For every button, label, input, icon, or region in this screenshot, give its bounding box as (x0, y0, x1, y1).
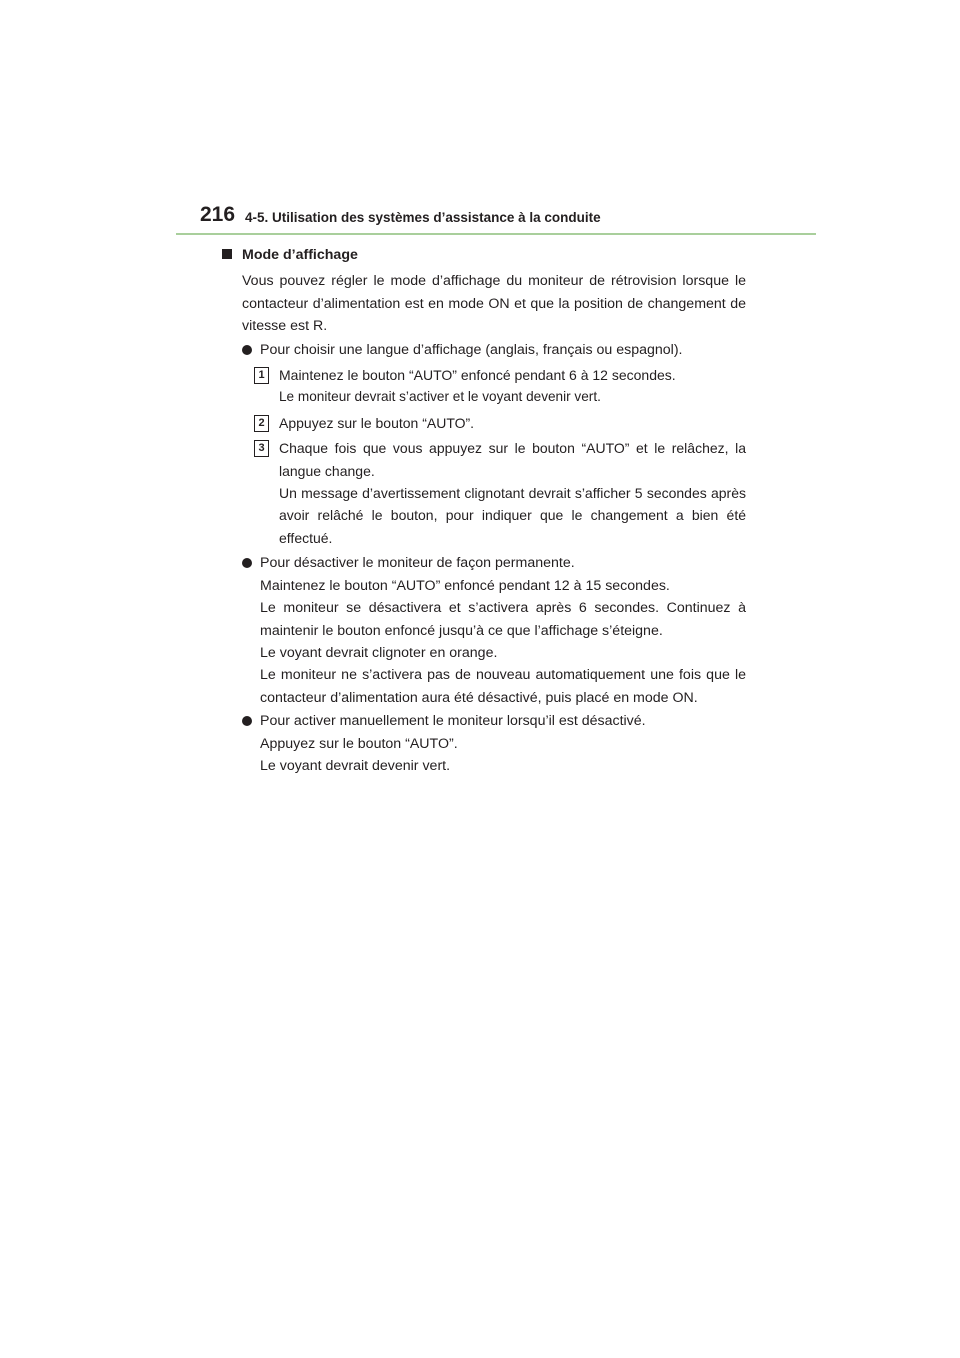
round-bullet-icon (242, 558, 252, 568)
step-item (242, 437, 746, 549)
bullet-line: Maintenez le bouton “AUTO” enfoncé pendant 12 à 15 secondes. (260, 577, 670, 594)
step-number-badge: 1 (254, 367, 269, 384)
page-number: 216 (200, 203, 236, 226)
bullet-line: Le voyant devrait devenir vert. (260, 757, 451, 774)
step-subtext: Un message d’avertissement clignotant devrait s’afficher 5 secondes après avoir relâché le bouton, pour indiquer que le changement a bien été effectué. (279, 485, 746, 546)
bullet-text: Pour choisir une langue d’affichage (anglais, français ou espagnol). (260, 341, 683, 358)
step-subtext: Le moniteur devrait s’activer et le voyant devenir vert. (279, 389, 601, 405)
steps-list (242, 364, 746, 549)
header-rule (176, 233, 816, 235)
intro-paragraph: Vous pouvez régler le mode d’affichage du moniteur de rétrovision lorsque le contacteur d’alimentation est en mode ON et que la position de changement de vitesse est R. (242, 273, 746, 335)
round-bullet-icon (242, 345, 252, 355)
step-number-badge: 2 (254, 415, 269, 432)
content (242, 244, 746, 778)
bullet-line: Appuyez sur le bouton “AUTO”. (260, 735, 458, 752)
bullet-activate (242, 710, 746, 777)
bullet-line: Pour activer manuellement le moniteur lorsqu’il est désactivé. (260, 713, 646, 730)
step-text: Chaque fois que vous appuyez sur le bouton “AUTO” et le relâchez, la langue change. (279, 440, 746, 479)
bullet-line: Le moniteur ne s’activera pas de nouveau automatiquement une fois que le contacteur d’alimentation aura été désactivé, puis placé en mode ON. (260, 667, 746, 706)
step-text: Maintenez le bouton “AUTO” enfoncé pendant 6 à 12 secondes. (279, 367, 676, 384)
bullet-deactivate (242, 552, 746, 709)
step-item (242, 364, 746, 409)
bullet-line: Le moniteur se désactivera et s’activera après 6 secondes. Continuez à maintenir le bouton enfoncé jusqu’à ce que l’affichage s’éteigne. (260, 600, 746, 639)
step-item (242, 412, 746, 434)
square-bullet-icon (222, 249, 232, 259)
subhead-title: Mode d’affichage (242, 247, 358, 263)
bullet-language (242, 339, 746, 361)
bullet-line: Pour désactiver le moniteur de façon permanente. (260, 555, 575, 572)
step-number-badge: 3 (254, 440, 269, 457)
section-header: 4-5. Utilisation des systèmes d’assistance à la conduite (245, 210, 601, 225)
bullet-line: Le voyant devrait clignoter en orange. (260, 644, 498, 661)
subhead (242, 244, 746, 266)
round-bullet-icon (242, 716, 252, 726)
step-text: Appuyez sur le bouton “AUTO”. (279, 414, 475, 431)
